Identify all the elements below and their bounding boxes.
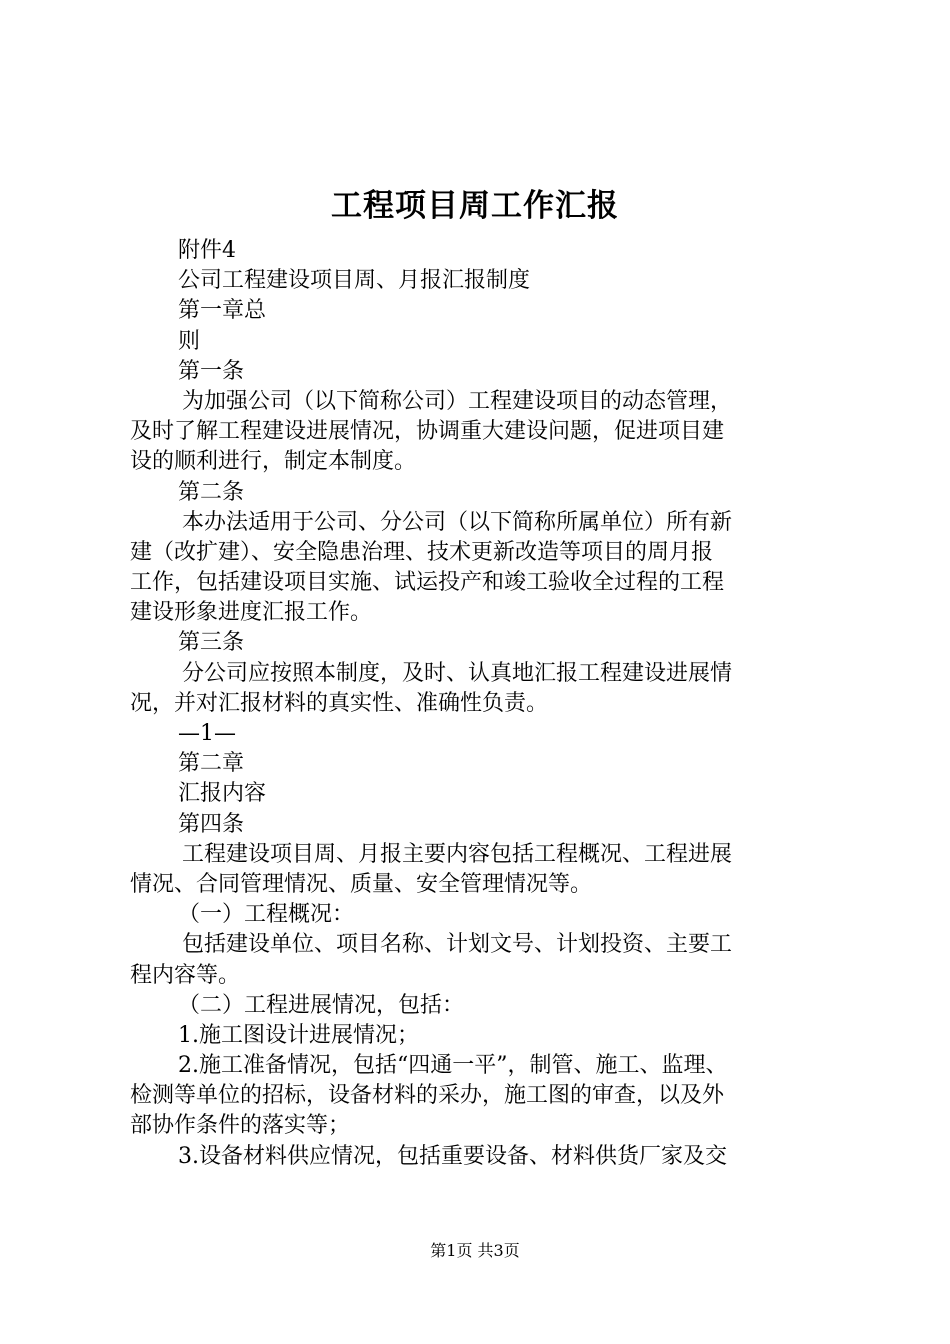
regulation-name: 公司工程建设项目周、月报汇报制度: [178, 268, 531, 294]
document-body: [130, 236, 834, 1172]
paragraph-line: 况，并对汇报材料的真实性、准确性负责。: [130, 690, 549, 716]
attachment-label: 附件4: [178, 238, 236, 263]
list-item: 2.施工准备情况，包括“四通一平”，制管、施工、监理、: [178, 1053, 728, 1079]
paragraph-line: 程内容等。: [130, 962, 241, 988]
paragraph-line: 分公司应按照本制度，及时、认真地汇报工程建设进展情: [182, 660, 733, 686]
paragraph-line: 建（改扩建）、安全隐患治理、技术更新改造等项目的周月报: [130, 539, 714, 565]
document-title: 工程项目周工作汇报: [331, 188, 619, 224]
page-footer: 第1页 共3页: [430, 1241, 520, 1260]
chapter-heading: 第一章总: [178, 298, 267, 324]
paragraph-line: 及时了解工程建设进展情况，协调重大建设问题，促进项目建: [130, 419, 725, 445]
paragraph-line: 建设形象进度汇报工作。: [130, 600, 373, 626]
paragraph-line: 本办法适用于公司、分公司（以下简称所属单位）所有新: [182, 509, 733, 535]
article-heading: 第二条: [178, 479, 245, 505]
paragraph-line: 工程建设项目周、月报主要内容包括工程概况、工程进展: [182, 841, 733, 867]
paragraph-line: 包括建设单位、项目名称、计划文号、计划投资、主要工: [182, 932, 733, 958]
inline-page-number: —1—: [178, 721, 236, 746]
section-heading: （一）工程概况：: [178, 902, 355, 928]
paragraph-line: 为加强公司（以下简称公司）工程建设项目的动态管理，: [182, 388, 733, 414]
chapter-heading: 第二章: [178, 751, 245, 777]
section-heading: （二）工程进展情况，包括：: [178, 992, 465, 1018]
paragraph-line: 部协作条件的落实等；: [130, 1113, 351, 1139]
list-item: 1.施工图设计进展情况；: [178, 1022, 419, 1048]
paragraph-line: 检测等单位的招标，设备材料的采办，施工图的审查，以及外: [130, 1083, 725, 1109]
chapter-heading-cont: 则: [178, 328, 201, 354]
article-heading: 第四条: [178, 811, 245, 837]
paragraph-line: 情况、合同管理情况、质量、安全管理情况等。: [130, 871, 593, 897]
list-item: 3.设备材料供应情况，包括重要设备、材料供货厂家及交: [178, 1143, 727, 1169]
chapter-title: 汇报内容: [178, 781, 267, 807]
article-heading: 第三条: [178, 630, 245, 656]
paragraph-line: 设的顺利进行，制定本制度。: [130, 449, 417, 475]
paragraph-line: 工作，包括建设项目实施、试运投产和竣工验收全过程的工程: [130, 570, 725, 596]
article-heading: 第一条: [178, 358, 245, 384]
